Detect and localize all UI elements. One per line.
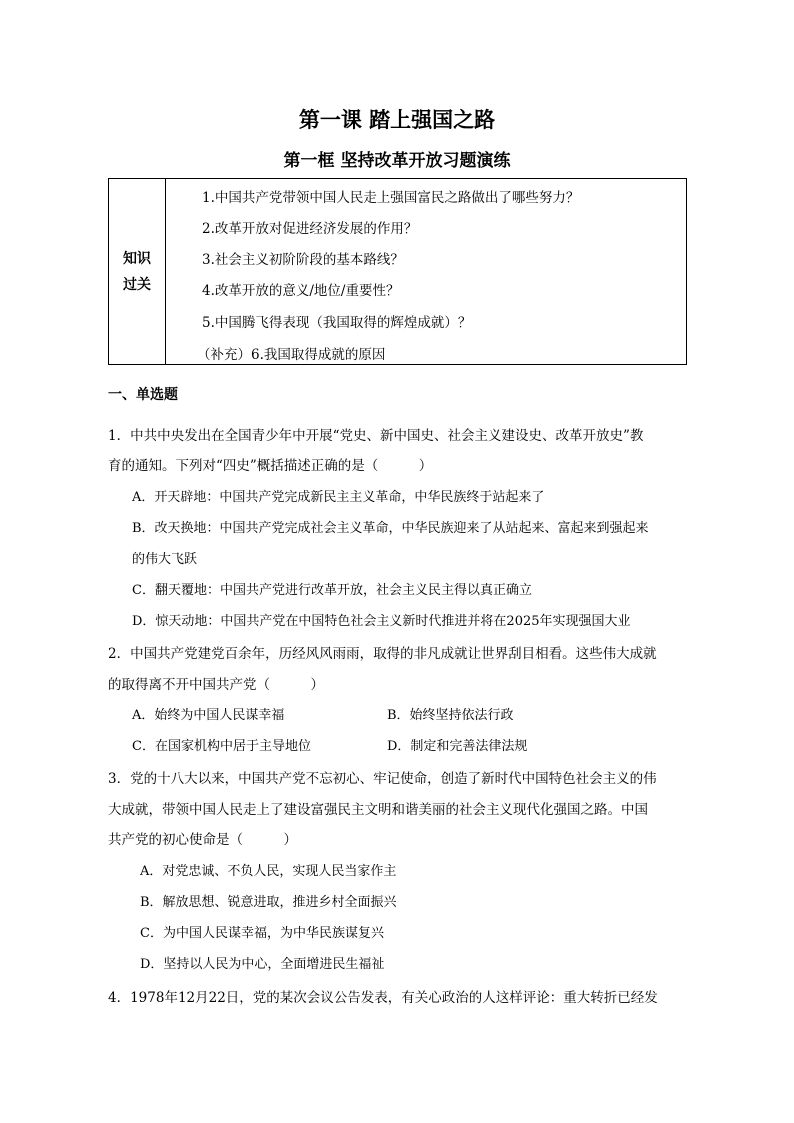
knowledge-label-line2: 过关 [123,276,151,293]
question-3-line: 3．党的十八大以来，中国共产党不忘初心、牢记使命，创造了新时代中国特色社会主义的伟 [108,771,657,787]
question-2-option-a: A．始终为中国人民谋幸福 [132,708,285,723]
section-title: 一、单选题 [108,387,178,403]
question-2-option-b: B．始终坚持依法行政 [387,708,514,723]
knowledge-label [109,179,166,364]
question-1-option-d: D．惊天动地：中国共产党在中国特色社会主义新时代推进并将在2025年实现强国大业 [132,614,631,629]
knowledge-item: 2.改革开放对促进经济发展的作用？ [202,221,418,237]
question-1-option-c: C．翻天覆地：中国共产党进行改革开放，社会主义民主得以真正确立 [132,583,532,598]
question-2-option-d: D．制定和完善法律法规 [387,739,528,754]
question-2-line: 2．中国共产党建党百余年，历经风风雨雨，取得的非凡成就让世界刮目相看。这些伟大成就 [108,646,657,662]
knowledge-item: 4.改革开放的意义/地位/重要性？ [202,283,400,299]
question-3-option-c: C．为中国人民谋幸福，为中华民族谋复兴 [140,926,384,941]
knowledge-table [108,178,687,365]
question-3-line: 大成就，带领中国人民走上了建设富强民主文明和谐美丽的社会主义现代化强国之路。中国 [108,802,648,818]
question-1-option-a: A．开天辟地：中国共产党完成新民主主义革命，中华民族终于站起来了 [132,490,545,505]
question-3-option-a: A．对党忠诚、不负人民，实现人民当家作主 [140,864,397,879]
question-3-option-d: D．坚持以人民为中心，全面增进民生福祉 [140,957,385,972]
question-3-option-b: B．解放思想、锐意进取，推进乡村全面振兴 [140,895,397,910]
lesson-subtitle: 第一框 坚持改革开放习题演练 [283,151,511,171]
knowledge-item: 1.中国共产党带领中国人民走上强国富民之路做出了哪些努力？ [202,190,580,206]
knowledge-item: 3.社会主义初阶阶段的基本路线？ [202,252,404,268]
question-2-option-c: C．在国家机构中居于主导地位 [132,739,311,754]
question-1-line: 1．中共中央发出在全国青少年中开展“党史、新中国史、社会主义建设史、改革开放史”教 [108,428,644,444]
question-4-line: 4．1978年12月22日，党的某次会议公告发表，有关心政治的人这样评论：重大转折已经发 [108,990,658,1006]
lesson-title: 第一课 踏上强国之路 [298,108,496,132]
knowledge-item: 5.中国腾飞得表现（我国取得的辉煌成就）？ [202,315,472,331]
knowledge-label-line1: 知识 [123,250,151,267]
question-3-line: 共产党的初心使命是（ ） [108,832,297,848]
question-1-line: 育的通知。下列对“四史”概括描述正确的是（ ） [108,458,433,474]
question-2-line: 的取得离不开中国共产党（ ） [108,677,324,693]
question-1-option-b-cont: 的伟大飞跃 [132,552,198,567]
question-1-option-b: B．改天换地：中国共产党完成社会主义革命，中华民族迎来了从站起来、富起来到强起来 [132,521,649,536]
knowledge-item: （补充）6.我国取得成就的原因 [197,347,386,363]
